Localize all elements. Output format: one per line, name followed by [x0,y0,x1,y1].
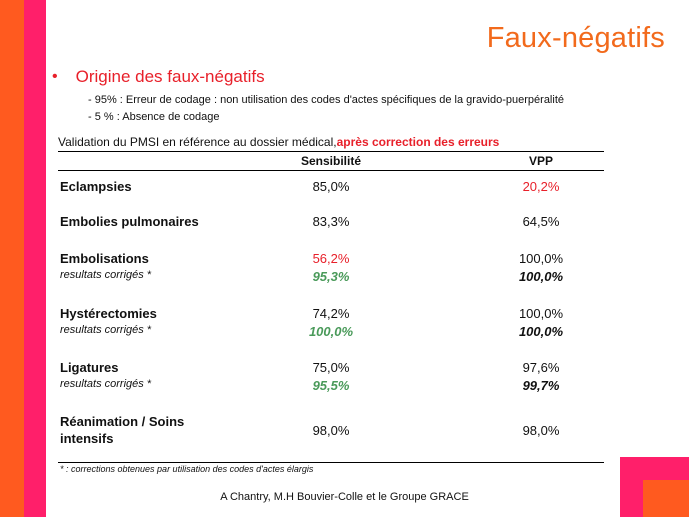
bullet-marker: • [52,68,58,85]
validation-table [58,135,604,446]
row-sensibilite: 100,0% [308,324,354,339]
sub-item-1: - 95% : Erreur de codage : non utilisation des codes d'actes spécifiques de la gravido-puerpéralité [88,94,564,106]
table-footnote: * : corrections obtenues par utilisation des codes d'actes élargis [60,464,314,474]
row-vpp: 20,2% [522,179,560,194]
row-vpp: 100,0% [518,324,564,339]
row-vpp: 98,0% [522,423,560,438]
slide-credit: A Chantry, M.H Bouvier-Colle et le Groupe GRACE [220,491,469,503]
row-sensibilite: 75,0% [312,360,350,375]
header-vpp: VPP [528,154,553,168]
row-label: Eclampsies [60,179,132,194]
row-sensibilite: 85,0% [312,179,350,194]
row-vpp: 100,0% [518,306,564,321]
left-decor-bar-orange [0,0,24,517]
row-vpp: 100,0% [518,251,564,266]
caption-highlight: après correction des erreurs [336,135,500,149]
row-sensibilite: 74,2% [312,306,350,321]
sub-item-2: - 5 % : Absence de codage [88,111,220,123]
header-sensibilite: Sensibilité [300,154,362,168]
row-sensibilite: 83,3% [312,214,350,229]
row-sensibilite: 98,0% [312,423,350,438]
bullet-heading-row [52,67,265,87]
row-label-line2: intensifs [60,431,114,446]
row-vpp: 99,7% [522,378,560,393]
row-label: resultats corrigés * [60,378,152,390]
table-header-row [58,152,604,170]
bullet-heading: Origine des faux-négatifs [75,67,265,86]
row-sensibilite: 95,3% [312,269,350,284]
row-sensibilite: 95,5% [312,378,350,393]
caption-prefix: Validation du PMSI en référence au dossier médical, [58,135,337,149]
row-label: resultats corrigés * [60,324,152,336]
row-vpp: 100,0% [518,269,564,284]
table-caption [58,135,604,151]
row-label: Embolies pulmonaires [60,214,199,229]
row-label: Embolisations [60,251,149,266]
left-decor-bar-pink [24,0,46,517]
header-bottom-rule [58,170,604,171]
row-label: Ligatures [60,360,119,375]
row-vpp: 64,5% [522,214,560,229]
slide-title: Faux-négatifs [486,22,665,54]
row-label: Réanimation / Soins [60,414,185,429]
row-vpp: 97,6% [522,360,560,375]
row-label: resultats corrigés * [60,269,152,281]
row-label: Hystérectomies [60,306,157,321]
row-sensibilite: 56,2% [312,251,350,266]
table-bottom-rule [58,462,604,463]
